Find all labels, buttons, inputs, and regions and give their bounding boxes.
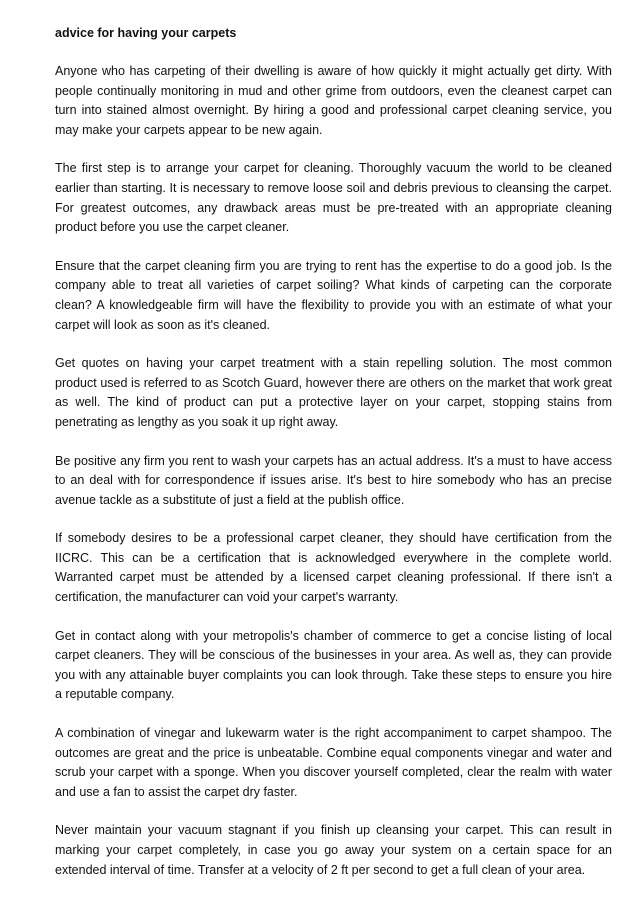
paragraph-6: If somebody desires to be a professional carpet cleaner, they should have certification from the IICRC. This can be a certification that is acknowledged everywhere in the complete world. Warranted carpet must be attended by a licensed carpet cleaning professional. If there isn't a certification, the manufacturer can void your carpet's warranty. <box>55 531 612 605</box>
paragraph-3: Ensure that the carpet cleaning firm you are trying to rent has the expertise to do a good job. Is the company able to treat all varieties of carpet soiling? What kinds of carpeting can the corporate clean? A knowledgeable firm will have the flexibility to provide you with an estimate of what your carpet will look as soon as it's cleaned. <box>55 258 612 332</box>
paragraph-9: Never maintain your vacuum stagnant if you finish up cleansing your carpet. This can result in marking your carpet completely, in case you go away your system on a certain space for an extended interval of time. Transfer at a velocity of 2 ft per second to get a full clean of your area. <box>55 823 612 877</box>
paragraph-5: Be positive any firm you rent to wash your carpets has an actual address. It's a must to have access to an deal with for correspondence if issues arise. It's best to hire somebody who has an precise avenue tackle as a substitute of just a field at the publish office. <box>55 453 612 507</box>
paragraph-4: Get quotes on having your carpet treatment with a stain repelling solution. The most common product used is referred to as Scotch Guard, however there are others on the market that work great as well. The kind of product can put a protective layer on your carpet, stopping stains from penetrating as lengthy as you soak it up right away. <box>55 356 612 429</box>
paragraph-7: Get in contact along with your metropolis's chamber of commerce to get a concise listing of local carpet cleaners. They will be conscious of the businesses in your area. As well as, they can provide you with any attainable buyer complaints you can look through. Take these steps to ensure you hire a reputable company. <box>55 628 612 702</box>
paragraph-2: The first step is to arrange your carpet for cleaning. Thoroughly vacuum the world to be cleaned earlier than starting. It is necessary to remove loose soil and debris previous to cleansing the carpet. For greatest outcomes, any drawback areas must be pre-treated with an appropriate cleaning product before you use the carpet cleaner. <box>55 161 612 235</box>
document-page <box>55 25 612 899</box>
paragraph-8: A combination of vinegar and lukewarm water is the right accompaniment to carpet shampoo. The outcomes are great and the price is unbeatable. Combine equal components vinegar and water and scrub your carpet with a sponge. When you discover yourself completed, clear the realm with water and use a fan to assist the carpet dry faster. <box>55 726 612 799</box>
paragraph-1: Anyone who has carpeting of their dwelling is aware of how quickly it might actually get dirty. With people continually monitoring in mud and other grime from outdoors, even the cleanest carpet can turn into stained almost overnight. By hiring a good and professional carpet cleaning service, you may make your carpets appear to be new again. <box>55 64 612 137</box>
document-title: advice for having your carpets <box>55 26 237 40</box>
